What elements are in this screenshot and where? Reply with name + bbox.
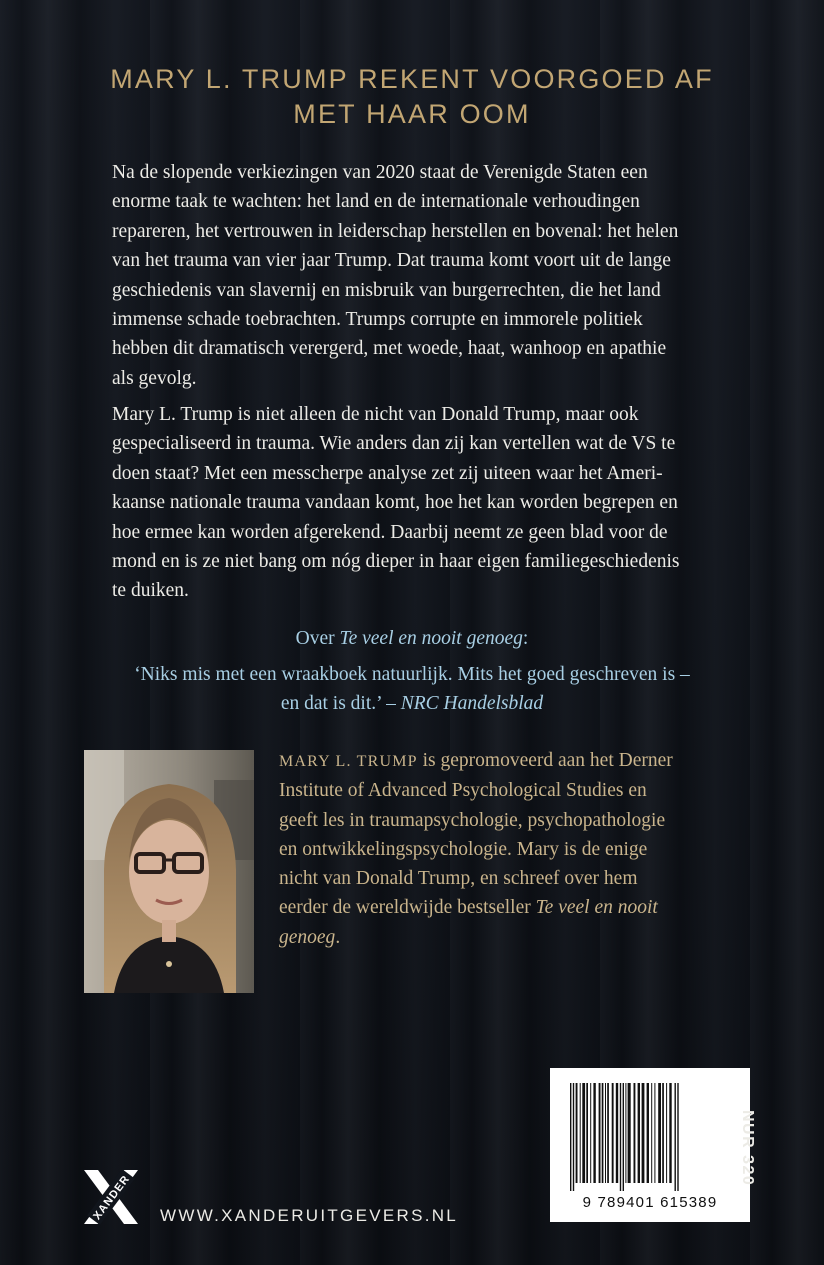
barcode-bar (647, 1083, 649, 1183)
barcode-bar (669, 1083, 671, 1183)
barcode-bar (616, 1083, 618, 1183)
text-line: te duiken. (112, 580, 189, 602)
bio-line: geeft les in traumapsychologie, psychopathologie (279, 809, 666, 831)
headline-line: MARY L. TRUMP REKENT VOORGOED AF (110, 64, 714, 94)
barcode-bar (625, 1083, 626, 1183)
barcode-bar (675, 1083, 676, 1191)
text-line: repareren, het vertrouwen in leiderschap herstellen en bovenal: het helen (112, 220, 679, 242)
publisher-website: WWW.XANDERUITGEVERS.NL (160, 1206, 459, 1225)
quote-line (0, 689, 824, 718)
barcode-bar (666, 1083, 667, 1183)
text-line: doen staat? Met een messcherpe analyse zet zij uiteen waar het Ameri- (112, 462, 663, 484)
text-line: hebben dit dramatisch verergerd, met woede, haat, wanhoop en apathie (112, 338, 667, 360)
isbn-barcode (550, 1068, 750, 1222)
text-line: van het trauma van vier jaar Trump. Dat trauma komt voort uit de lange (112, 250, 671, 272)
xander-logo (82, 1168, 140, 1226)
barcode-bar (638, 1083, 640, 1183)
headline-line: MET HAAR OOM (293, 99, 531, 129)
author-name: MARY L. TRUMP (279, 753, 418, 770)
barcode-bar (607, 1083, 609, 1183)
nur-code: NUR 320 (739, 1110, 756, 1187)
text-line: kaanse nationale trauma vandaan komt, hoe het kan worden begrepen en (112, 492, 678, 514)
text-line: Na de slopende verkiezingen van 2020 staat de Verenigde Staten een (112, 162, 648, 183)
barcode-bar (623, 1083, 624, 1191)
isbn-number: 9 789401 615389 (582, 1194, 718, 1211)
barcode-bar (599, 1083, 601, 1183)
xander-x-icon (82, 1168, 140, 1226)
bio-text: eerder de wereldwijde bestseller (279, 897, 536, 919)
text-line: enorme taak te wachten: het land en de internationale verhoudingen (112, 191, 640, 213)
barcode-bar (612, 1083, 614, 1183)
text-line: gespecialiseerd in trauma. Wie anders dan zij kan vertellen wat de VS te (112, 433, 676, 455)
author-photo (84, 750, 254, 993)
bio-line (279, 893, 749, 922)
text-line: geschiedenis van slavernij en misbruik van burgerrechten, die het land (112, 279, 661, 301)
barcode-bar (605, 1083, 606, 1183)
barcode-bar (662, 1083, 664, 1183)
quote-line-text: en dat is dit.’ – (280, 693, 401, 714)
barcode-bar (602, 1083, 604, 1183)
text-line: immense schade toebrachten. Trumps corrupte en immorele politiek (112, 308, 643, 330)
barcode-bar (651, 1083, 652, 1183)
quote-source: NRC Handelsblad (400, 693, 544, 714)
blurb-paragraph-1 (112, 158, 732, 393)
barcode-bar (628, 1083, 631, 1183)
bio-line: Institute of Advanced Psychological Studies en (279, 780, 647, 802)
barcode-bar (634, 1083, 636, 1183)
press-quote (0, 660, 824, 718)
quote-line: ‘Niks mis met een wraakboek natuurlijk. Mits het goed geschreven is – (134, 664, 690, 685)
blurb-paragraph-2 (112, 400, 732, 606)
barcode-bar (576, 1083, 578, 1183)
quote-intro-prefix: Over (295, 628, 340, 649)
book-title: Te veel en nooit (535, 897, 658, 919)
barcode-bar (677, 1083, 678, 1191)
barcode-bar (642, 1083, 645, 1183)
book-title: genoeg (279, 926, 336, 948)
barcode-bar (620, 1083, 621, 1191)
bio-line: en ontwikkelingspsychologie. Mary is de enige (279, 838, 648, 860)
barcode-bar (593, 1083, 595, 1183)
barcode-bar (573, 1083, 574, 1191)
text-line: mond en is ze niet bang om nóg dieper in haar eigen familiegeschiedenis (112, 550, 680, 572)
barcode-bar (580, 1083, 581, 1183)
barcode-bar (570, 1083, 571, 1191)
quote-intro (0, 624, 824, 653)
barcode-bar (586, 1083, 588, 1183)
previous-book-title: Te veel en nooit genoeg (339, 628, 523, 649)
text-line: Mary L. Trump is niet alleen de nicht van Donald Trump, maar ook (112, 404, 639, 425)
bio-line (279, 746, 749, 776)
back-cover-headline (0, 62, 824, 132)
author-bio (279, 746, 749, 952)
barcode-bar (658, 1083, 661, 1183)
barcode-bars (568, 1083, 732, 1191)
barcode-bar (654, 1083, 655, 1183)
barcode-bar (582, 1083, 585, 1183)
quote-intro-suffix: : (522, 628, 529, 649)
logo-wordmark: XANDER (91, 1173, 133, 1223)
bio-line (279, 923, 749, 952)
bio-line: nicht van Donald Trump, en schreef over hem (279, 868, 638, 890)
text-line: als gevolg. (112, 367, 197, 389)
bio-text: . (335, 926, 341, 948)
text-line: hoe ermee kan worden afgerekend. Daarbij neemt ze geen blad voor de (112, 521, 668, 543)
barcode-bar (590, 1083, 591, 1183)
bio-text: is gepromoveerd aan het Derner (417, 750, 673, 771)
author-portrait-image (84, 750, 254, 993)
